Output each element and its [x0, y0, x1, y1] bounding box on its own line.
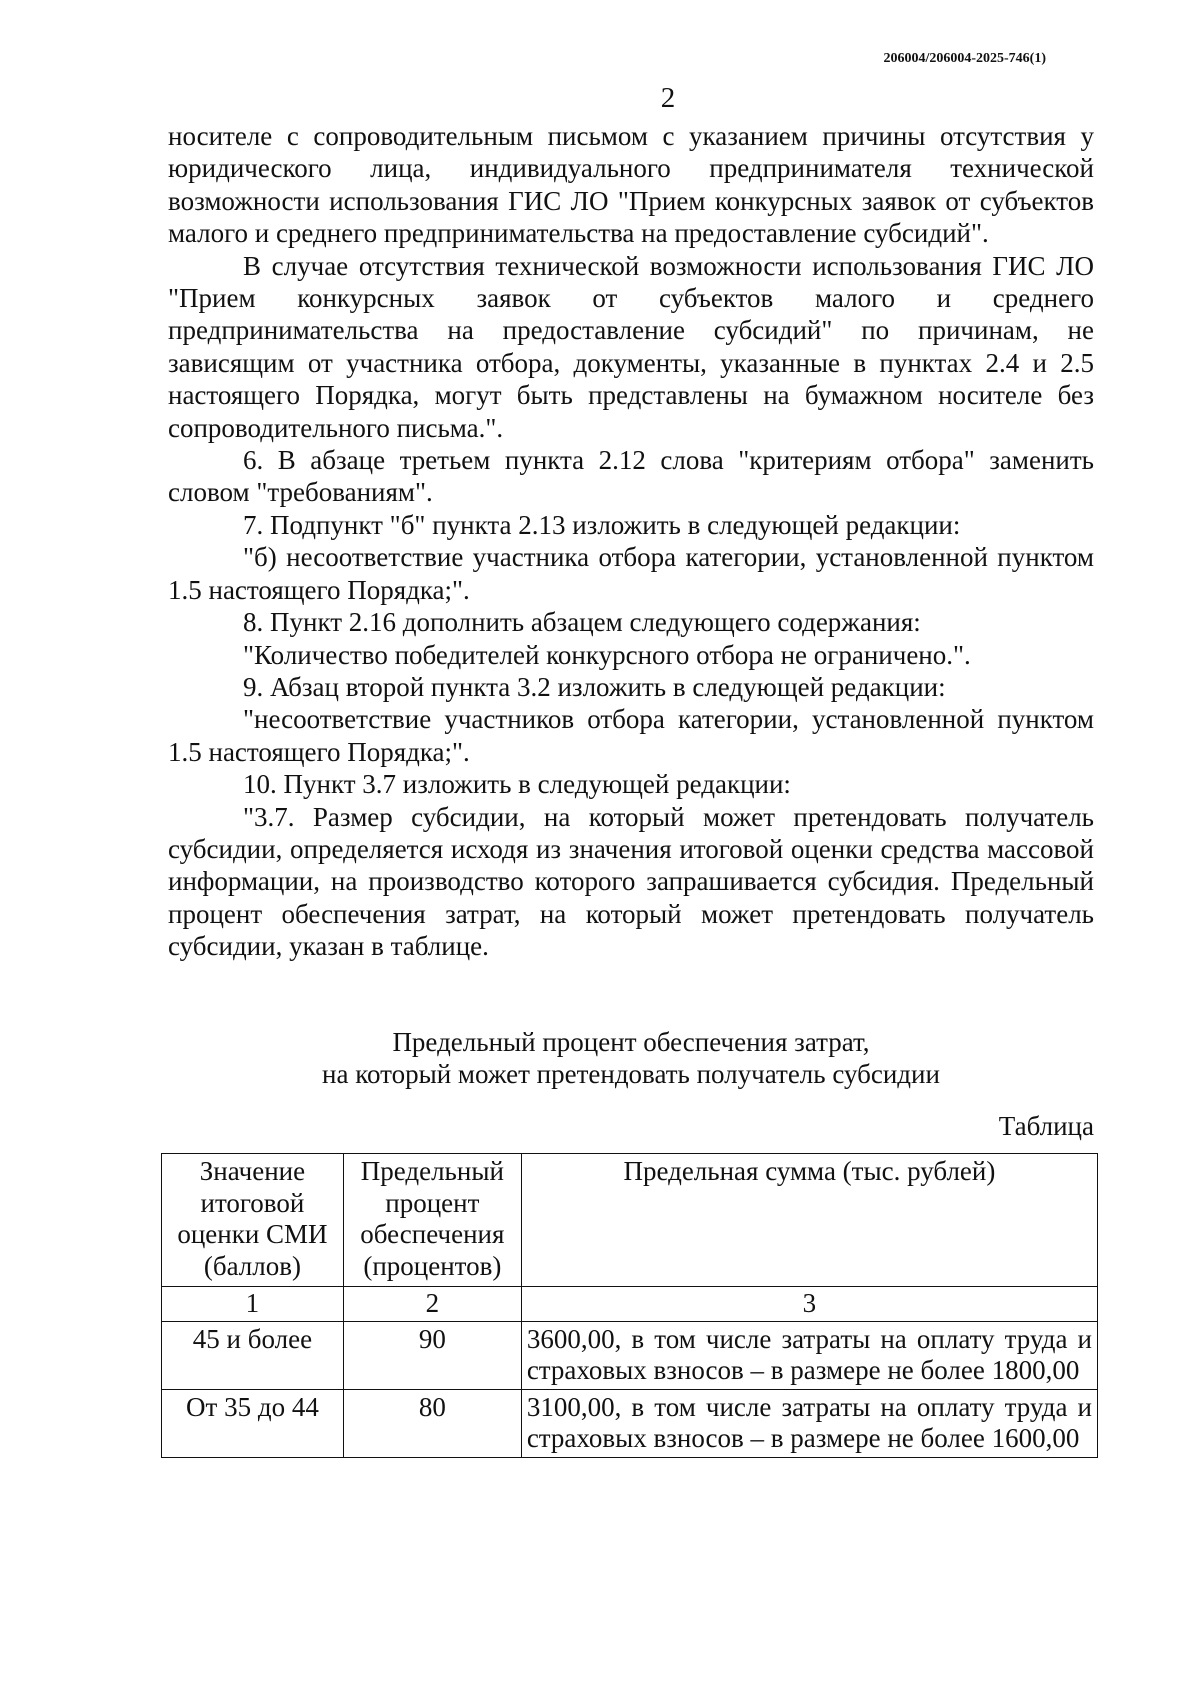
paragraph: носителе с сопроводительным письмом с указанием причины отсутствия у юридического лица, индивидуального предпринимателя технической возможности использования ГИС ЛО "Прием конкурсных заявок от субъектов малого и среднего предпринимательства на предоставление субсидий".	[168, 121, 1094, 249]
percent-cell: 90	[343, 1321, 521, 1389]
document-id: 206004/206004-2025-746(1)	[883, 51, 1046, 66]
paragraph: "несоответствие участников отбора категории, установленной пунктом 1.5 настоящего Порядка;".	[168, 704, 1094, 767]
percent-cell: 80	[343, 1389, 521, 1457]
paragraph: 9. Абзац второй пункта 3.2 изложить в следующей редакции:	[243, 671, 946, 702]
table-title-line: на который может претендовать получатель субсидии	[322, 1059, 940, 1090]
paragraph: "б) несоответствие участника отбора категории, установленной пунктом 1.5 настоящего Порядка;".	[168, 542, 1094, 605]
score-cell: 45 и более	[162, 1321, 344, 1389]
sum-cell: 3100,00, в том числе затраты на оплату труда и страховых взносов – в размере не более 1600,00	[521, 1389, 1097, 1457]
table-row	[162, 1389, 1098, 1457]
paragraph: 10. Пункт 3.7 изложить в следующей редакции:	[243, 769, 791, 800]
paragraph: "3.7. Размер субсидии, на который может претендовать получатель субсидии, определяется исходя из значения итоговой оценки средства массовой информации, на производство которого запрашивается субсидия. Предельный процент обеспечения затрат, на который может претендовать получатель субсидии, указан в таблице.	[168, 801, 1094, 962]
column-number-cell: 2	[343, 1287, 521, 1322]
column-number-cell: 1	[162, 1287, 344, 1322]
table-header-cell: Предельная сумма (тыс. рублей)	[521, 1154, 1097, 1287]
paragraph: 7. Подпункт "б" пункта 2.13 изложить в следующей редакции:	[243, 509, 961, 540]
table-title	[168, 1026, 1094, 1091]
limits-table	[161, 1153, 1098, 1458]
page-number: 2	[660, 82, 676, 114]
paragraph: В случае отсутствия технической возможности использования ГИС ЛО "Прием конкурсных заявок от субъектов малого и среднего предпринимательства на предоставление субсидий" по причинам, не зависящим от участника отбора, документы, указанные в пунктах 2.4 и 2.5 настоящего Порядка, могут быть представлены на бумажном носителе без сопроводительного письма.".	[168, 250, 1094, 443]
document-body	[168, 120, 1094, 963]
table-header-row	[162, 1154, 1098, 1287]
table-row	[162, 1321, 1098, 1389]
table-column-numbers-row	[162, 1287, 1098, 1322]
paragraph: "Количество победителей конкурсного отбора не ограничено.".	[243, 639, 971, 670]
score-cell: От 35 до 44	[162, 1389, 344, 1457]
column-number-cell: 3	[521, 1287, 1097, 1322]
table-header-cell: Предельный процент обеспечения (процентов)	[343, 1154, 521, 1287]
sum-cell: 3600,00, в том числе затраты на оплату труда и страховых взносов – в размере не более 1800,00	[521, 1321, 1097, 1389]
table-title-line: Предельный процент обеспечения затрат,	[392, 1027, 870, 1057]
paragraph: 6. В абзаце третьем пункта 2.12 слова "критериям отбора" заменить словом "требованиям".	[168, 445, 1094, 508]
table-header-cell: Значение итоговой оценки СМИ (баллов)	[162, 1154, 344, 1287]
paragraph: 8. Пункт 2.16 дополнить абзацем следующего содержания:	[243, 607, 921, 638]
table-label: Таблица	[998, 1111, 1094, 1141]
